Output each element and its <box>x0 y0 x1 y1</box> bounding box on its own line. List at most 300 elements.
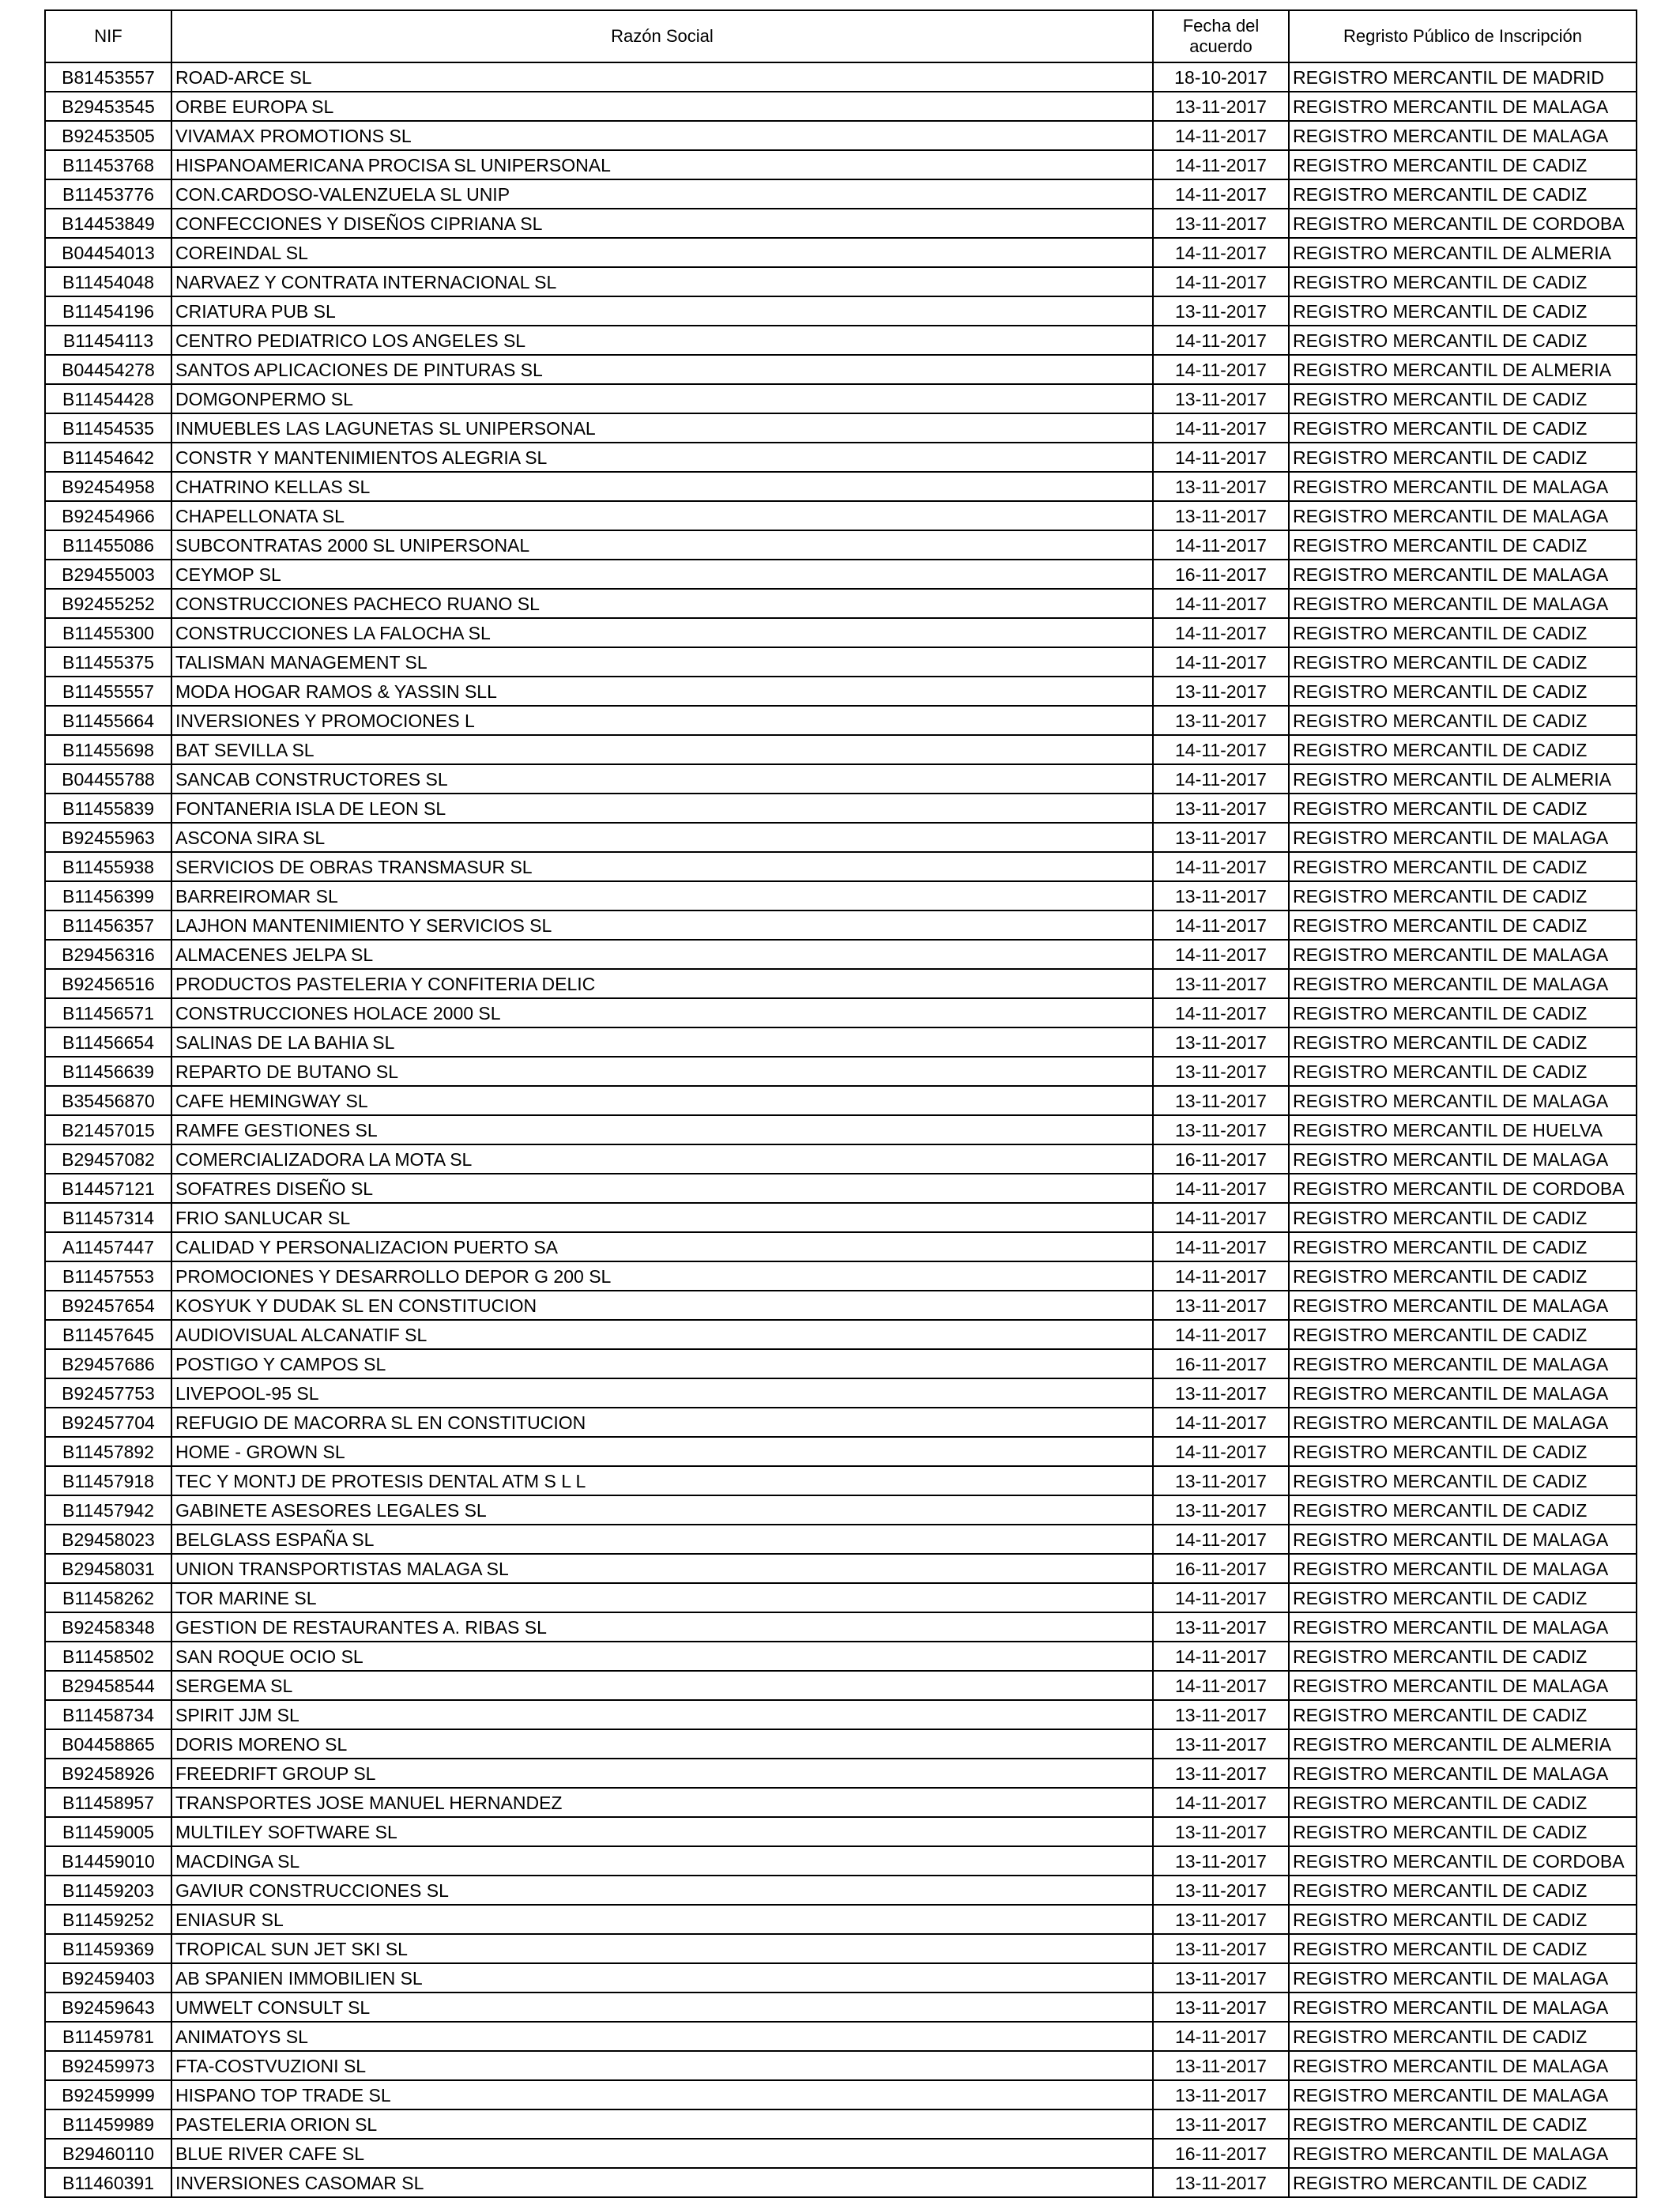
table-body <box>45 62 1637 2197</box>
cell-company-name: TRANSPORTES JOSE MANUEL HERNANDEZ <box>171 1788 1153 1817</box>
table-row <box>45 1437 1637 1466</box>
table-row <box>45 1232 1637 1261</box>
cell-nif: B11454535 <box>45 413 171 443</box>
cell-nif: B11456357 <box>45 910 171 940</box>
cell-public-registry: REGISTRO MERCANTIL DE MALAGA <box>1289 1671 1637 1700</box>
cell-nif: B92456516 <box>45 969 171 998</box>
table-row <box>45 1876 1637 1905</box>
cell-public-registry: REGISTRO MERCANTIL DE CADIZ <box>1289 910 1637 940</box>
cell-company-name: VIVAMAX PROMOTIONS SL <box>171 121 1153 150</box>
cell-agreement-date: 13-11-2017 <box>1153 1759 1289 1788</box>
cell-nif: B29460110 <box>45 2139 171 2168</box>
table-row <box>45 706 1637 735</box>
cell-company-name: ANIMATOYS SL <box>171 2022 1153 2051</box>
cell-company-name: GAVIUR CONSTRUCCIONES SL <box>171 1876 1153 1905</box>
cell-public-registry: REGISTRO MERCANTIL DE MALAGA <box>1289 1759 1637 1788</box>
header-agreement-date-line2: acuerdo <box>1189 36 1252 56</box>
cell-company-name: TEC Y MONTJ DE PROTESIS DENTAL ATM S L L <box>171 1466 1153 1495</box>
table-row <box>45 1174 1637 1203</box>
cell-public-registry: REGISTRO MERCANTIL DE CADIZ <box>1289 706 1637 735</box>
table-row <box>45 589 1637 618</box>
cell-company-name: UMWELT CONSULT SL <box>171 1993 1153 2022</box>
cell-company-name: CENTRO PEDIATRICO LOS ANGELES SL <box>171 326 1153 355</box>
cell-nif: B92459403 <box>45 1963 171 1993</box>
cell-nif: B11458262 <box>45 1583 171 1612</box>
cell-nif: B11459781 <box>45 2022 171 2051</box>
cell-nif: B29456316 <box>45 940 171 969</box>
cell-public-registry: REGISTRO MERCANTIL DE CADIZ <box>1289 1700 1637 1729</box>
cell-agreement-date: 13-11-2017 <box>1153 1027 1289 1057</box>
table-row <box>45 764 1637 794</box>
table-row <box>45 384 1637 413</box>
header-agreement-date-line1: Fecha del <box>1182 16 1260 36</box>
cell-public-registry: REGISTRO MERCANTIL DE ALMERIA <box>1289 355 1637 384</box>
cell-public-registry: REGISTRO MERCANTIL DE MALAGA <box>1289 969 1637 998</box>
cell-company-name: SERVICIOS DE OBRAS TRANSMASUR SL <box>171 852 1153 881</box>
cell-agreement-date: 13-11-2017 <box>1153 1495 1289 1525</box>
header-nif: NIF <box>45 10 171 62</box>
table-row <box>45 735 1637 764</box>
cell-agreement-date: 13-11-2017 <box>1153 677 1289 706</box>
cell-public-registry: REGISTRO MERCANTIL DE CORDOBA <box>1289 1846 1637 1876</box>
table-row <box>45 969 1637 998</box>
cell-agreement-date: 13-11-2017 <box>1153 1378 1289 1408</box>
cell-agreement-date: 14-11-2017 <box>1153 150 1289 179</box>
table-row <box>45 1788 1637 1817</box>
table-row <box>45 1115 1637 1144</box>
cell-public-registry: REGISTRO MERCANTIL DE CADIZ <box>1289 1320 1637 1349</box>
cell-agreement-date: 13-11-2017 <box>1153 92 1289 121</box>
cell-nif: B29457082 <box>45 1144 171 1174</box>
cell-company-name: CON.CARDOSO-VALENZUELA SL UNIP <box>171 179 1153 209</box>
cell-agreement-date: 14-11-2017 <box>1153 267 1289 296</box>
cell-public-registry: REGISTRO MERCANTIL DE CADIZ <box>1289 2022 1637 2051</box>
cell-agreement-date: 14-11-2017 <box>1153 121 1289 150</box>
cell-nif: B92457704 <box>45 1408 171 1437</box>
cell-company-name: SANTOS APLICACIONES DE PINTURAS SL <box>171 355 1153 384</box>
cell-company-name: INMUEBLES LAS LAGUNETAS SL UNIPERSONAL <box>171 413 1153 443</box>
cell-company-name: FONTANERIA ISLA DE LEON SL <box>171 794 1153 823</box>
cell-company-name: CRIATURA PUB SL <box>171 296 1153 326</box>
cell-public-registry: REGISTRO MERCANTIL DE MALAGA <box>1289 1086 1637 1115</box>
cell-public-registry: REGISTRO MERCANTIL DE CADIZ <box>1289 735 1637 764</box>
cell-nif: B92455963 <box>45 823 171 852</box>
cell-company-name: AB SPANIEN IMMOBILIEN SL <box>171 1963 1153 1993</box>
cell-nif: B11456639 <box>45 1057 171 1086</box>
cell-public-registry: REGISTRO MERCANTIL DE CADIZ <box>1289 998 1637 1027</box>
cell-agreement-date: 13-11-2017 <box>1153 969 1289 998</box>
table-row <box>45 1934 1637 1963</box>
cell-company-name: PASTELERIA ORION SL <box>171 2109 1153 2139</box>
table-row <box>45 1495 1637 1525</box>
cell-company-name: REPARTO DE BUTANO SL <box>171 1057 1153 1086</box>
cell-agreement-date: 13-11-2017 <box>1153 1876 1289 1905</box>
cell-nif: B14453849 <box>45 209 171 238</box>
cell-nif: B11457645 <box>45 1320 171 1349</box>
table-row <box>45 209 1637 238</box>
cell-agreement-date: 13-11-2017 <box>1153 1612 1289 1642</box>
cell-agreement-date: 14-11-2017 <box>1153 413 1289 443</box>
table-row <box>45 62 1637 92</box>
cell-company-name: SOFATRES DISEÑO SL <box>171 1174 1153 1203</box>
cell-public-registry: REGISTRO MERCANTIL DE MALAGA <box>1289 1612 1637 1642</box>
cell-company-name: LIVEPOOL-95 SL <box>171 1378 1153 1408</box>
table-row <box>45 647 1637 677</box>
cell-public-registry: REGISTRO MERCANTIL DE MALAGA <box>1289 121 1637 150</box>
cell-nif: B11456399 <box>45 881 171 910</box>
cell-public-registry: REGISTRO MERCANTIL DE CADIZ <box>1289 1583 1637 1612</box>
cell-agreement-date: 13-11-2017 <box>1153 384 1289 413</box>
cell-company-name: ASCONA SIRA SL <box>171 823 1153 852</box>
cell-public-registry: REGISTRO MERCANTIL DE CADIZ <box>1289 267 1637 296</box>
table-row <box>45 501 1637 530</box>
cell-agreement-date: 13-11-2017 <box>1153 1086 1289 1115</box>
company-registry-table <box>44 9 1637 2198</box>
table-row <box>45 2022 1637 2051</box>
cell-nif: B92458348 <box>45 1612 171 1642</box>
cell-agreement-date: 13-11-2017 <box>1153 501 1289 530</box>
cell-nif: B04454278 <box>45 355 171 384</box>
cell-company-name: COMERCIALIZADORA LA MOTA SL <box>171 1144 1153 1174</box>
cell-public-registry: REGISTRO MERCANTIL DE MALAGA <box>1289 1408 1637 1437</box>
cell-public-registry: REGISTRO MERCANTIL DE MALAGA <box>1289 1291 1637 1320</box>
table-row <box>45 1466 1637 1495</box>
cell-nif: B92455252 <box>45 589 171 618</box>
header-row <box>45 10 1637 62</box>
cell-agreement-date: 16-11-2017 <box>1153 1144 1289 1174</box>
cell-company-name: AUDIOVISUAL ALCANATIF SL <box>171 1320 1153 1349</box>
cell-company-name: GESTION DE RESTAURANTES A. RIBAS SL <box>171 1612 1153 1642</box>
table-row <box>45 1729 1637 1759</box>
cell-agreement-date: 14-11-2017 <box>1153 1408 1289 1437</box>
cell-agreement-date: 13-11-2017 <box>1153 1057 1289 1086</box>
cell-public-registry: REGISTRO MERCANTIL DE MALAGA <box>1289 823 1637 852</box>
cell-company-name: SANCAB CONSTRUCTORES SL <box>171 764 1153 794</box>
cell-public-registry: REGISTRO MERCANTIL DE CADIZ <box>1289 1261 1637 1291</box>
cell-company-name: CONSTRUCCIONES HOLACE 2000 SL <box>171 998 1153 1027</box>
cell-company-name: CALIDAD Y PERSONALIZACION PUERTO SA <box>171 1232 1153 1261</box>
cell-nif: B11459369 <box>45 1934 171 1963</box>
cell-public-registry: REGISTRO MERCANTIL DE HUELVA <box>1289 1115 1637 1144</box>
table-row <box>45 1320 1637 1349</box>
table-row <box>45 2139 1637 2168</box>
cell-nif: B11454428 <box>45 384 171 413</box>
cell-agreement-date: 14-11-2017 <box>1153 1261 1289 1291</box>
cell-company-name: BLUE RIVER CAFE SL <box>171 2139 1153 2168</box>
cell-public-registry: REGISTRO MERCANTIL DE MALAGA <box>1289 2080 1637 2109</box>
table-row <box>45 238 1637 267</box>
cell-company-name: SALINAS DE LA BAHIA SL <box>171 1027 1153 1057</box>
cell-public-registry: REGISTRO MERCANTIL DE CADIZ <box>1289 1027 1637 1057</box>
cell-company-name: NARVAEZ Y CONTRATA INTERNACIONAL SL <box>171 267 1153 296</box>
cell-public-registry: REGISTRO MERCANTIL DE CADIZ <box>1289 677 1637 706</box>
cell-nif: B29453545 <box>45 92 171 121</box>
cell-agreement-date: 13-11-2017 <box>1153 1963 1289 1993</box>
cell-nif: B11454642 <box>45 443 171 472</box>
table-row <box>45 2080 1637 2109</box>
table-row <box>45 1846 1637 1876</box>
cell-agreement-date: 14-11-2017 <box>1153 1174 1289 1203</box>
table-row <box>45 1817 1637 1846</box>
cell-public-registry: REGISTRO MERCANTIL DE MALAGA <box>1289 1963 1637 1993</box>
cell-agreement-date: 13-11-2017 <box>1153 1700 1289 1729</box>
cell-public-registry: REGISTRO MERCANTIL DE CADIZ <box>1289 881 1637 910</box>
table-row <box>45 443 1637 472</box>
cell-company-name: SAN ROQUE OCIO SL <box>171 1642 1153 1671</box>
cell-public-registry: REGISTRO MERCANTIL DE CADIZ <box>1289 1495 1637 1525</box>
cell-company-name: GABINETE ASESORES LEGALES SL <box>171 1495 1153 1525</box>
cell-public-registry: REGISTRO MERCANTIL DE MALAGA <box>1289 1993 1637 2022</box>
cell-company-name: CONSTRUCCIONES PACHECO RUANO SL <box>171 589 1153 618</box>
table-row <box>45 1700 1637 1729</box>
cell-company-name: ORBE EUROPA SL <box>171 92 1153 121</box>
cell-agreement-date: 14-11-2017 <box>1153 764 1289 794</box>
cell-nif: B11457942 <box>45 1495 171 1525</box>
cell-agreement-date: 16-11-2017 <box>1153 2139 1289 2168</box>
cell-nif: B11453776 <box>45 179 171 209</box>
cell-agreement-date: 14-11-2017 <box>1153 1232 1289 1261</box>
cell-agreement-date: 14-11-2017 <box>1153 1525 1289 1554</box>
cell-company-name: COREINDAL SL <box>171 238 1153 267</box>
cell-nif: B92454958 <box>45 472 171 501</box>
table-row <box>45 823 1637 852</box>
cell-agreement-date: 14-11-2017 <box>1153 1437 1289 1466</box>
cell-public-registry: REGISTRO MERCANTIL DE MALAGA <box>1289 1378 1637 1408</box>
table-row <box>45 355 1637 384</box>
cell-nif: B29458544 <box>45 1671 171 1700</box>
cell-company-name: REFUGIO DE MACORRA SL EN CONSTITUCION <box>171 1408 1153 1437</box>
table-row <box>45 1583 1637 1612</box>
table-row <box>45 1144 1637 1174</box>
cell-agreement-date: 13-11-2017 <box>1153 1729 1289 1759</box>
cell-company-name: TALISMAN MANAGEMENT SL <box>171 647 1153 677</box>
cell-company-name: CONSTRUCCIONES LA FALOCHA SL <box>171 618 1153 647</box>
table-row <box>45 2051 1637 2080</box>
cell-agreement-date: 14-11-2017 <box>1153 852 1289 881</box>
cell-public-registry: REGISTRO MERCANTIL DE MALAGA <box>1289 92 1637 121</box>
cell-public-registry: REGISTRO MERCANTIL DE ALMERIA <box>1289 764 1637 794</box>
cell-agreement-date: 14-11-2017 <box>1153 1788 1289 1817</box>
cell-nif: B11455557 <box>45 677 171 706</box>
cell-nif: B29458023 <box>45 1525 171 1554</box>
cell-public-registry: REGISTRO MERCANTIL DE CADIZ <box>1289 1876 1637 1905</box>
table-row <box>45 852 1637 881</box>
cell-agreement-date: 14-11-2017 <box>1153 1642 1289 1671</box>
cell-public-registry: REGISTRO MERCANTIL DE CADIZ <box>1289 443 1637 472</box>
cell-agreement-date: 13-11-2017 <box>1153 296 1289 326</box>
cell-company-name: FREEDRIFT GROUP SL <box>171 1759 1153 1788</box>
cell-public-registry: REGISTRO MERCANTIL DE CADIZ <box>1289 1817 1637 1846</box>
cell-agreement-date: 18-10-2017 <box>1153 62 1289 92</box>
table-row <box>45 1525 1637 1554</box>
cell-agreement-date: 13-11-2017 <box>1153 1291 1289 1320</box>
cell-company-name: SPIRIT JJM SL <box>171 1700 1153 1729</box>
cell-agreement-date: 13-11-2017 <box>1153 209 1289 238</box>
cell-agreement-date: 13-11-2017 <box>1153 2051 1289 2080</box>
cell-nif: B11457553 <box>45 1261 171 1291</box>
cell-public-registry: REGISTRO MERCANTIL DE CADIZ <box>1289 326 1637 355</box>
table-row <box>45 1408 1637 1437</box>
table-row <box>45 1554 1637 1583</box>
cell-agreement-date: 14-11-2017 <box>1153 355 1289 384</box>
cell-public-registry: REGISTRO MERCANTIL DE CADIZ <box>1289 1437 1637 1466</box>
cell-public-registry: REGISTRO MERCANTIL DE ALMERIA <box>1289 238 1637 267</box>
table-row <box>45 1291 1637 1320</box>
table-row <box>45 2109 1637 2139</box>
table-row <box>45 1993 1637 2022</box>
cell-nif: B04454013 <box>45 238 171 267</box>
cell-nif: B81453557 <box>45 62 171 92</box>
cell-agreement-date: 13-11-2017 <box>1153 1846 1289 1876</box>
cell-public-registry: REGISTRO MERCANTIL DE CADIZ <box>1289 2109 1637 2139</box>
cell-company-name: FTA-COSTVUZIONI SL <box>171 2051 1153 2080</box>
cell-company-name: MODA HOGAR RAMOS & YASSIN SLL <box>171 677 1153 706</box>
cell-public-registry: REGISTRO MERCANTIL DE CADIZ <box>1289 179 1637 209</box>
cell-company-name: HISPANO TOP TRADE SL <box>171 2080 1153 2109</box>
cell-nif: B92457654 <box>45 1291 171 1320</box>
cell-agreement-date: 13-11-2017 <box>1153 1817 1289 1846</box>
cell-public-registry: REGISTRO MERCANTIL DE CADIZ <box>1289 296 1637 326</box>
cell-agreement-date: 13-11-2017 <box>1153 1934 1289 1963</box>
cell-nif: B11459005 <box>45 1817 171 1846</box>
cell-company-name: LAJHON MANTENIMIENTO Y SERVICIOS SL <box>171 910 1153 940</box>
cell-public-registry: REGISTRO MERCANTIL DE CADIZ <box>1289 1203 1637 1232</box>
cell-public-registry: REGISTRO MERCANTIL DE MALAGA <box>1289 1525 1637 1554</box>
table-row <box>45 881 1637 910</box>
cell-public-registry: REGISTRO MERCANTIL DE CADIZ <box>1289 647 1637 677</box>
cell-company-name: ROAD-ARCE SL <box>171 62 1153 92</box>
table-row <box>45 1349 1637 1378</box>
cell-public-registry: REGISTRO MERCANTIL DE CADIZ <box>1289 384 1637 413</box>
cell-nif: B21457015 <box>45 1115 171 1144</box>
cell-public-registry: REGISTRO MERCANTIL DE MALAGA <box>1289 1554 1637 1583</box>
cell-agreement-date: 14-11-2017 <box>1153 647 1289 677</box>
cell-agreement-date: 14-11-2017 <box>1153 1671 1289 1700</box>
cell-company-name: ENIASUR SL <box>171 1905 1153 1934</box>
cell-agreement-date: 13-11-2017 <box>1153 472 1289 501</box>
cell-nif: B11458957 <box>45 1788 171 1817</box>
cell-nif: B11456654 <box>45 1027 171 1057</box>
cell-company-name: HISPANOAMERICANA PROCISA SL UNIPERSONAL <box>171 150 1153 179</box>
table-row <box>45 150 1637 179</box>
cell-public-registry: REGISTRO MERCANTIL DE MALAGA <box>1289 589 1637 618</box>
cell-company-name: HOME - GROWN SL <box>171 1437 1153 1466</box>
cell-public-registry: REGISTRO MERCANTIL DE MALAGA <box>1289 940 1637 969</box>
cell-nif: B11454048 <box>45 267 171 296</box>
cell-public-registry: REGISTRO MERCANTIL DE CADIZ <box>1289 150 1637 179</box>
cell-company-name: PROMOCIONES Y DESARROLLO DEPOR G 200 SL <box>171 1261 1153 1291</box>
cell-agreement-date: 14-11-2017 <box>1153 998 1289 1027</box>
cell-agreement-date: 16-11-2017 <box>1153 560 1289 589</box>
table-row <box>45 1057 1637 1086</box>
table-row <box>45 1963 1637 1993</box>
cell-company-name: FRIO SANLUCAR SL <box>171 1203 1153 1232</box>
cell-company-name: MACDINGA SL <box>171 1846 1153 1876</box>
cell-company-name: BELGLASS ESPAÑA SL <box>171 1525 1153 1554</box>
cell-company-name: KOSYUK Y DUDAK SL EN CONSTITUCION <box>171 1291 1153 1320</box>
cell-nif: B92459973 <box>45 2051 171 2080</box>
table-row <box>45 1642 1637 1671</box>
table-row <box>45 940 1637 969</box>
cell-agreement-date: 13-11-2017 <box>1153 1466 1289 1495</box>
table-row <box>45 92 1637 121</box>
table-row <box>45 1027 1637 1057</box>
table-row <box>45 1203 1637 1232</box>
cell-company-name: PRODUCTOS PASTELERIA Y CONFITERIA DELIC <box>171 969 1153 998</box>
cell-company-name: CONFECCIONES Y DISEÑOS CIPRIANA SL <box>171 209 1153 238</box>
table-row <box>45 1612 1637 1642</box>
table-header <box>45 10 1637 62</box>
cell-agreement-date: 13-11-2017 <box>1153 1993 1289 2022</box>
cell-agreement-date: 14-11-2017 <box>1153 618 1289 647</box>
table-row <box>45 1378 1637 1408</box>
cell-nif: B04458865 <box>45 1729 171 1759</box>
cell-company-name: DORIS MORENO SL <box>171 1729 1153 1759</box>
cell-company-name: ALMACENES JELPA SL <box>171 940 1153 969</box>
cell-public-registry: REGISTRO MERCANTIL DE MALAGA <box>1289 501 1637 530</box>
cell-nif: B11455664 <box>45 706 171 735</box>
cell-public-registry: REGISTRO MERCANTIL DE CADIZ <box>1289 1232 1637 1261</box>
cell-nif: B11454196 <box>45 296 171 326</box>
cell-agreement-date: 14-11-2017 <box>1153 2022 1289 2051</box>
cell-nif: B11455375 <box>45 647 171 677</box>
cell-nif: B92459643 <box>45 1993 171 2022</box>
cell-nif: B11455839 <box>45 794 171 823</box>
table-row <box>45 472 1637 501</box>
cell-nif: B11460391 <box>45 2168 171 2197</box>
cell-public-registry: REGISTRO MERCANTIL DE MADRID <box>1289 62 1637 92</box>
cell-nif: B11459989 <box>45 2109 171 2139</box>
cell-nif: B14457121 <box>45 1174 171 1203</box>
cell-company-name: CAFE HEMINGWAY SL <box>171 1086 1153 1115</box>
cell-company-name: CHATRINO KELLAS SL <box>171 472 1153 501</box>
cell-agreement-date: 13-11-2017 <box>1153 2109 1289 2139</box>
cell-public-registry: REGISTRO MERCANTIL DE MALAGA <box>1289 1144 1637 1174</box>
cell-nif: B14459010 <box>45 1846 171 1876</box>
cell-company-name: CEYMOP SL <box>171 560 1153 589</box>
cell-agreement-date: 14-11-2017 <box>1153 1583 1289 1612</box>
cell-company-name: SERGEMA SL <box>171 1671 1153 1700</box>
cell-nif: B92454966 <box>45 501 171 530</box>
cell-agreement-date: 13-11-2017 <box>1153 1115 1289 1144</box>
cell-company-name: BARREIROMAR SL <box>171 881 1153 910</box>
cell-nif: B11458734 <box>45 1700 171 1729</box>
cell-agreement-date: 14-11-2017 <box>1153 530 1289 560</box>
cell-agreement-date: 13-11-2017 <box>1153 881 1289 910</box>
cell-company-name: DOMGONPERMO SL <box>171 384 1153 413</box>
cell-nif: B11457918 <box>45 1466 171 1495</box>
cell-nif: B11455086 <box>45 530 171 560</box>
cell-nif: B11455698 <box>45 735 171 764</box>
cell-company-name: CHAPELLONATA SL <box>171 501 1153 530</box>
cell-agreement-date: 14-11-2017 <box>1153 238 1289 267</box>
cell-company-name: TROPICAL SUN JET SKI SL <box>171 1934 1153 1963</box>
table-row <box>45 296 1637 326</box>
table-row <box>45 998 1637 1027</box>
cell-public-registry: REGISTRO MERCANTIL DE CADIZ <box>1289 1642 1637 1671</box>
header-public-registry: Regristo Público de Inscripción <box>1289 10 1637 62</box>
cell-company-name: CONSTR Y MANTENIMIENTOS ALEGRIA SL <box>171 443 1153 472</box>
cell-agreement-date: 13-11-2017 <box>1153 823 1289 852</box>
cell-public-registry: REGISTRO MERCANTIL DE MALAGA <box>1289 2139 1637 2168</box>
cell-nif: B04455788 <box>45 764 171 794</box>
cell-nif: B11459203 <box>45 1876 171 1905</box>
cell-nif: B11458502 <box>45 1642 171 1671</box>
cell-public-registry: REGISTRO MERCANTIL DE CADIZ <box>1289 1905 1637 1934</box>
cell-company-name: POSTIGO Y CAMPOS SL <box>171 1349 1153 1378</box>
cell-agreement-date: 13-11-2017 <box>1153 706 1289 735</box>
table-row <box>45 794 1637 823</box>
